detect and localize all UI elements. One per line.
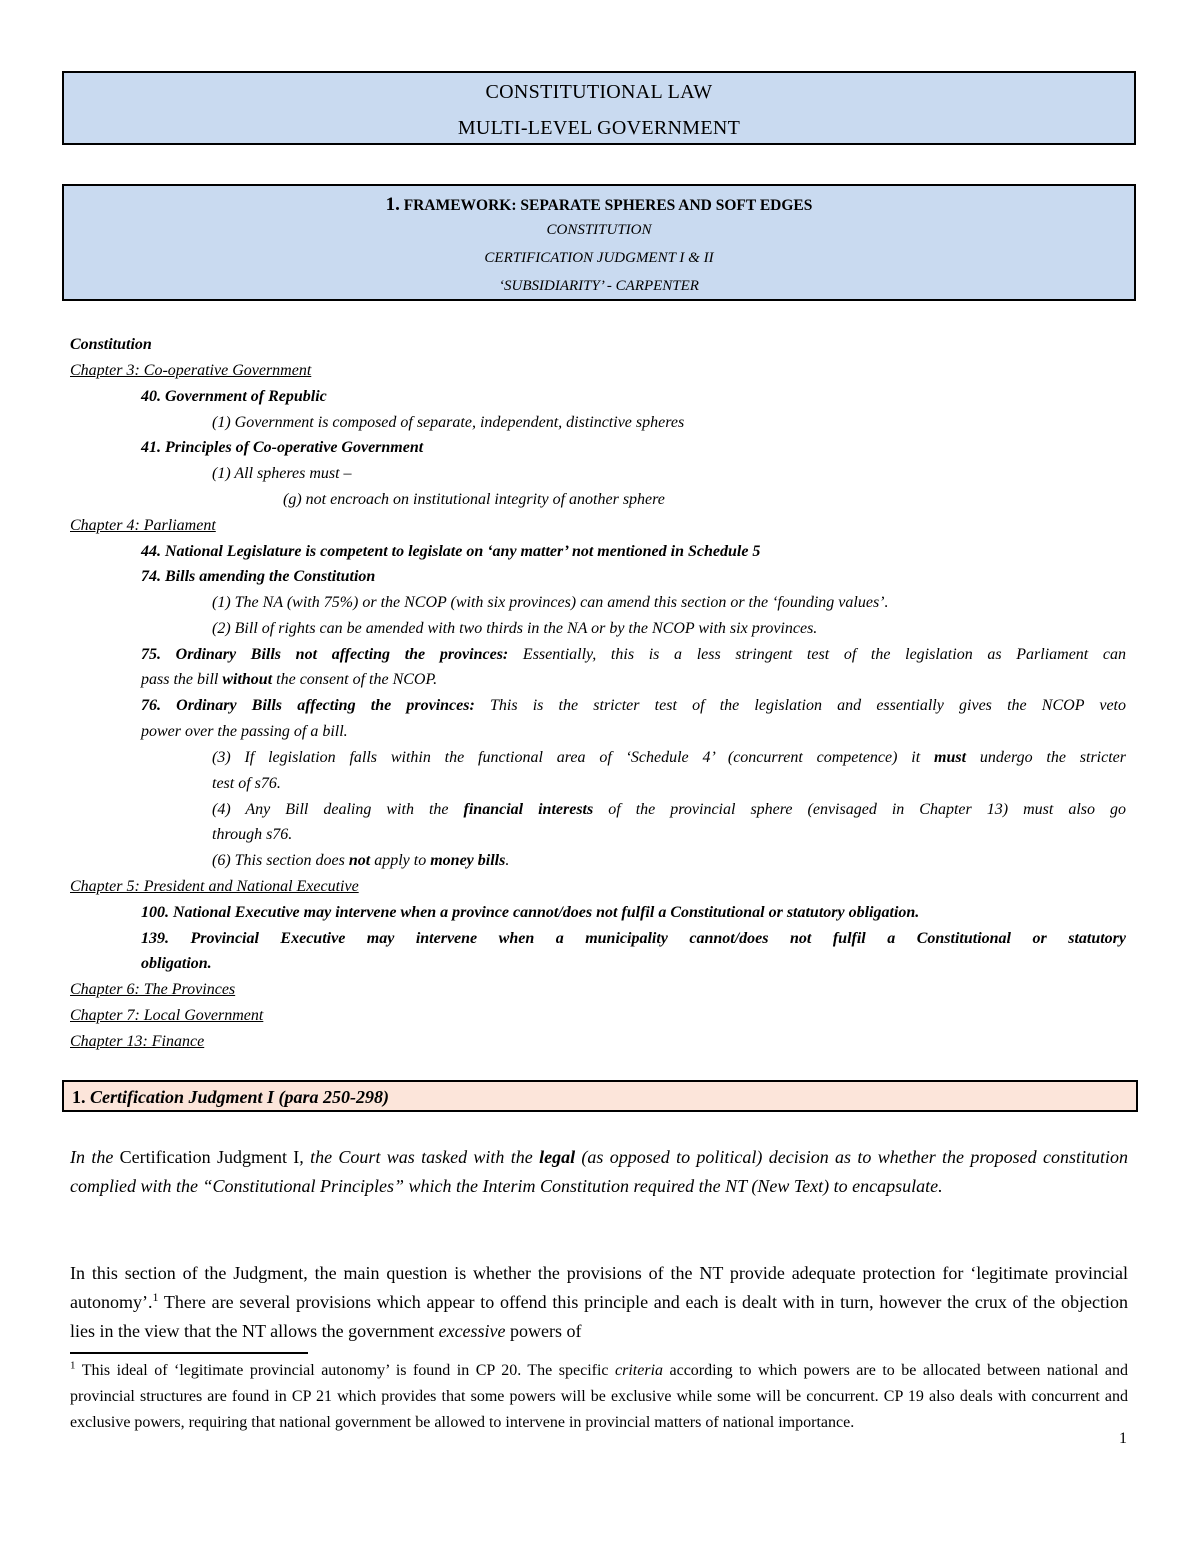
section-header-box <box>62 184 1136 301</box>
section-subtitle-subsidiarity: ‘SUBSIDIARITY’ - CARPENTER <box>499 278 699 294</box>
section-40: 40. Government of Republic <box>141 388 327 405</box>
section-41: 41. Principles of Co-operative Government <box>141 439 424 456</box>
chapter-5-link: Chapter 5: President and National Executive <box>70 878 359 895</box>
section-41-1: (1) All spheres must – <box>212 465 352 482</box>
chapter-4-link: Chapter 4: Parliament <box>70 517 216 534</box>
title-box <box>62 71 1136 145</box>
section-76-6: (6) This section does not apply to money bills. <box>212 852 510 869</box>
section-76-3-line1: (3) If legislation falls within the functional area of ‘Schedule 4’ (concurrent competence) it must undergo the stricter <box>212 749 1127 766</box>
certification-heading: 1. Certification Judgment I (para 250-298) <box>72 1087 390 1107</box>
outline-heading: Constitution <box>70 336 152 353</box>
section-41-1-g: (g) not encroach on institutional integrity of another sphere <box>283 491 665 508</box>
section-75-line1: 75. Ordinary Bills not affecting the provinces: Essentially, this is a less stringent test of the legislation as Parliament can <box>141 646 1127 663</box>
section-76-line2: power over the passing of a bill. <box>141 723 348 740</box>
certification-heading-box <box>62 1080 1138 1112</box>
section-74-1: (1) The NA (with 75%) or the NCOP (with six provinces) can amend this section or the ‘founding values’. <box>212 594 889 611</box>
section-100: 100. National Executive may intervene when a province cannot/does not fulfil a Constitutional or statutory obligation. <box>141 904 920 921</box>
chapter-13-link: Chapter 13: Finance <box>70 1033 205 1050</box>
document-subtitle: MULTI-LEVEL GOVERNMENT <box>457 117 741 139</box>
section-subtitle-certification: CERTIFICATION JUDGMENT I & II <box>484 250 714 266</box>
chapter-3-link: Chapter 3: Co-operative Government <box>70 362 312 379</box>
section-74-2: (2) Bill of rights can be amended with two thirds in the NA or by the NCOP with six provinces. <box>212 620 818 637</box>
section-44: 44. National Legislature is competent to legislate on ‘any matter’ not mentioned in Schedule 5 <box>141 543 761 560</box>
footnote-ref-1: 1 <box>152 1290 159 1304</box>
section-40-1: (1) Government is composed of separate, independent, distinctive spheres <box>212 414 685 431</box>
section-76-3-line2: test of s76. <box>212 775 281 792</box>
section-subtitle-constitution: CONSTITUTION <box>546 222 652 238</box>
section-75-line2: pass the bill without the consent of the NCOP. <box>141 671 438 688</box>
section-139-line2: obligation. <box>141 955 212 972</box>
paragraph-2: In this section of the Judgment, the main question is whether the provisions of the NT provide adequate protection for ‘legitimate provincial autonomy’.$^1$ There are several provisions which appear to offend this principle and each is dealt with in turn, however the crux of the objection lies in the view that the NT allows the government excessive powers of <box>70 1263 1128 1341</box>
page-number: 1 <box>1119 1430 1127 1447</box>
chapter-7-link: Chapter 7: Local Government <box>70 1007 264 1024</box>
section-139-line1: 139. Provincial Executive may intervene when a municipality cannot/does not fulfil a Constitutional or statutory <box>141 930 1126 947</box>
section-76-4-line1: (4) Any Bill dealing with the financial interests of the provincial sphere (envisaged in Chapter 13) must also go <box>212 801 1127 818</box>
section-76-4-line2: through s76. <box>212 826 293 843</box>
section-title: 1. FRAMEWORK: SEPARATE SPHERES AND SOFT EDGES <box>385 194 813 215</box>
chapter-6-link: Chapter 6: The Provinces <box>70 981 236 998</box>
footnote-1: $^1$ This ideal of ‘legitimate provincial autonomy’ is found in CP 20. The specific criteria according to which powers are to be allocated between national and provincial structures are found in CP 21 which provides that some powers will be exclusive while some will be concurrent. CP 19 also deals with concurrent and exclusive powers, requiring that national government be allowed to intervene in provincial matters of national importance. <box>70 1359 1129 1431</box>
section-74: 74. Bills amending the Constitution <box>141 568 376 585</box>
paragraph-1: In the Certification Judgment I, the Court was tasked with the legal (as opposed to political) decision as to whether the proposed constitution complied with the “Constitutional Principles” which the Interim Constitution required the NT (New Text) to encapsulate. <box>70 1147 1129 1196</box>
section-76-line1: 76. Ordinary Bills affecting the provinces: This is the stricter test of the legislation and essentially gives the NCOP veto <box>141 697 1127 714</box>
document-title: CONSTITUTIONAL LAW <box>485 81 713 103</box>
footnote-separator <box>70 1352 308 1354</box>
